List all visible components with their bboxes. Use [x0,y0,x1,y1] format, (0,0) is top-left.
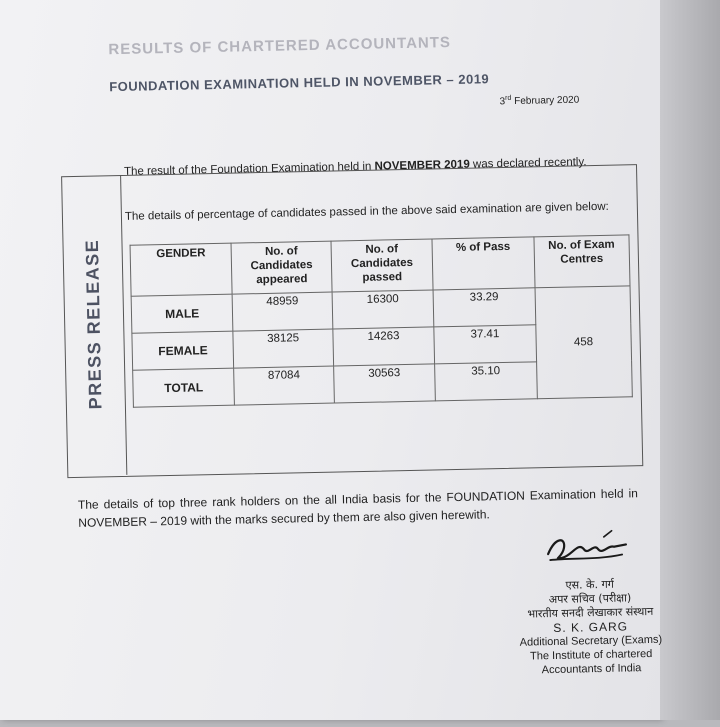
header-exam-centres: No. of Exam Centres [534,235,630,288]
cell-appeared: 48959 [232,292,332,331]
cell-gender: FEMALE [132,331,234,370]
release-date: 3rd February 2020 [499,94,580,108]
cell-pass-pct: 35.10 [435,362,537,401]
details-paragraph: The details of percentage of candidates passed in the above said examination are given below: [124,200,609,223]
rank-holders-paragraph: The details of top three rank holders on the all India basis for the FOUNDATION Examination held in NOVEMBER – 2019 with the marks secured by them are also given herewith. [77,486,638,530]
cell-passed: 16300 [332,290,434,329]
intro-paragraph: The result of the Foundation Examination held in NOVEMBER 2019 was declared recently. [123,156,587,178]
cell-gender: MALE [131,294,233,333]
header-gender: GENDER [130,243,232,296]
handwritten-signature [542,526,633,568]
cell-pass-pct: 37.41 [434,325,536,364]
document-title: RESULTS OF CHARTERED ACCOUNTANTS [108,34,452,59]
signatory-org-line2: Accountants of India [541,662,642,677]
header-appeared: No. of Candidates appeared [231,241,331,294]
signatory-hindi-title: अपर सचिव (परीक्षा) [548,591,632,607]
header-passed: No. of Candidates passed [331,239,433,292]
cell-appeared: 87084 [234,366,334,405]
signatory-block [485,576,697,678]
signatory-name: S. K. GARG [553,619,629,636]
signatory-hindi-org: भारतीय सनदी लेखाकार संस्थान [527,604,654,621]
header-pass-pct: % of Pass [432,237,534,290]
signatory-title: Additional Secretary (Exams) [519,633,663,649]
cell-passed: 14263 [333,327,435,366]
results-table [130,234,633,407]
signatory-org-line1: The Institute of chartered [529,647,653,663]
cell-appeared: 38125 [233,329,333,368]
cell-pass-pct: 33.29 [433,288,535,327]
cell-exam-centres: 458 [535,286,633,399]
cell-passed: 30563 [333,364,435,403]
cell-gender: TOTAL [133,368,235,407]
signatory-hindi-name: एस. के. गर्ग [565,577,615,592]
press-release-label: PRESS RELEASE [81,238,106,410]
document-subtitle: FOUNDATION EXAMINATION HELD IN NOVEMBER – 2019 [109,71,490,95]
